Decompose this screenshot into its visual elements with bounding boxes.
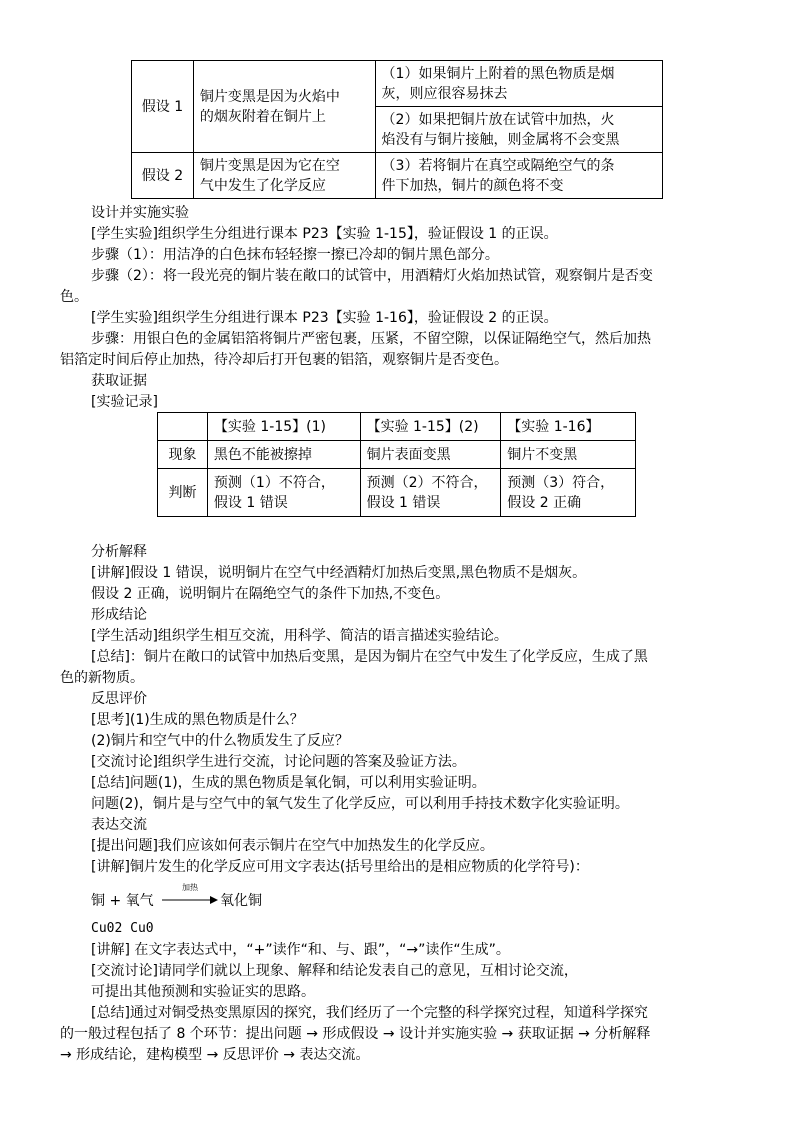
paragraph-line: [学生实验]组织学生分组进行课本 P23【实验 1-16】，验证假设 2 的正误。 xyxy=(91,310,558,326)
paragraph-line: [总结]通过对铜受热变黑原因的探究，我们经历了一个完整的科学探究过程，知道科学探究 xyxy=(91,1005,648,1021)
prediction-1 xyxy=(375,61,662,107)
column-header: 【实验 1-16】 xyxy=(501,413,636,441)
section-heading: 获取证据 xyxy=(91,373,147,389)
paragraph-line: 色的新物质。 xyxy=(60,670,144,686)
equation-symbols: Cu02 Cu0 xyxy=(91,921,154,936)
paragraph-line: 的一般过程包括了 8 个环节：提出问题 → 形成假设 → 设计并实施实验 → 获取证据 → 分析解释 xyxy=(60,1026,651,1042)
column-header: 【实验 1-15】(1) xyxy=(207,413,360,441)
experiment-record-table xyxy=(157,412,636,517)
table-cell xyxy=(360,469,501,517)
table-cell xyxy=(501,469,636,517)
reaction-condition: 加热 xyxy=(182,883,198,892)
section-heading: 表达交流 xyxy=(91,817,147,833)
arrow-icon xyxy=(162,883,218,907)
paragraph-line: [总结]：铜片在敞口的试管中加热后变黑，是因为铜片在空气中发生了化学反应，生成了黑 xyxy=(91,649,648,665)
paragraph-line: [提出问题]我们应该如何表示铜片在空气中加热发生的化学反应。 xyxy=(91,838,494,854)
hypothesis-1-text xyxy=(193,61,375,153)
cell-line: 预测（2）不符合， xyxy=(366,474,488,491)
header-empty-cell xyxy=(158,413,208,441)
paragraph-line: 步骤：用银白色的金属铝箔将铜片严密包裹，压紧，不留空隙，以保证隔绝空气，然后加热 xyxy=(91,331,651,347)
cell-line: 假设 1 错误 xyxy=(213,494,288,511)
equation-right: 氧化铜 xyxy=(220,893,262,909)
prediction-2 xyxy=(375,107,662,153)
cell-line: 预测（1）不符合， xyxy=(213,474,335,491)
prediction-line: （1）如果铜片上附着的黑色物质是烟 xyxy=(381,65,615,82)
section-heading: 反思评价 xyxy=(91,691,147,707)
hypothesis-2-text xyxy=(193,153,375,199)
hypothesis-table xyxy=(131,60,663,199)
paragraph-line: [交流讨论]请同学们就以上现象、解释和结论发表自己的意见，互相讨论交流， xyxy=(91,963,578,979)
section-heading: 形成结论 xyxy=(91,607,147,623)
cell-line: 假设 2 正确 xyxy=(507,494,582,511)
paragraph-line: 问题(2)，铜片是与空气中的氧气发生了化学反应，可以利用手持技术数字化实验证明。 xyxy=(91,796,629,812)
equation-left: 铜 + 氧气 xyxy=(91,893,154,909)
paragraph-line: [讲解]假设 1 错误，说明铜片在空气中经酒精灯加热后变黑,黑色物质不是烟灰。 xyxy=(91,565,587,581)
paragraph-line: [讲解] 在文字表达式中，“+”读作“和、与、跟”，“→”读作“生成”。 xyxy=(91,942,510,958)
paragraph-line: [学生活动]组织学生相互交流，用科学、简洁的语言描述实验结论。 xyxy=(91,628,508,644)
table-cell: 铜片表面变黑 xyxy=(360,441,501,469)
prediction-line: （3）若将铜片在真空或隔绝空气的条 xyxy=(381,157,615,174)
paragraph-line: 假设 2 正确，说明铜片在隔绝空气的条件下加热,不变色。 xyxy=(91,586,450,602)
paragraph-line: 色。 xyxy=(60,289,88,305)
prediction-line: 件下加热，铜片的颜色将不变 xyxy=(381,177,564,194)
prediction-3 xyxy=(375,153,662,199)
paragraph-line: 可提出其他预测和实验证实的思路。 xyxy=(91,984,315,1000)
hypothesis-2-text-line: 气中发生了化学反应 xyxy=(199,177,326,194)
paragraph-line: 步骤（1）：用洁净的白色抹布轻轻擦一擦已冷却的铜片黑色部分。 xyxy=(91,247,499,263)
table-cell xyxy=(207,469,360,517)
hypothesis-1-text-line: 铜片变黑是因为火焰中 xyxy=(199,88,340,105)
cell-line: 假设 1 错误 xyxy=(366,494,441,511)
section-heading: 设计并实施实验 xyxy=(91,205,189,221)
prediction-line: 灰，则应很容易抹去 xyxy=(381,85,508,102)
cell-line: 预测（3）符合， xyxy=(507,474,615,491)
paragraph-line: 铝箔定时间后停止加热，待冷却后打开包裹的铝箔，观察铜片是否变色。 xyxy=(60,352,508,368)
paragraph-line: [思考](1)生成的黑色物质是什么？ xyxy=(91,712,304,728)
hypothesis-2-text-line: 铜片变黑是因为它在空 xyxy=(199,157,340,174)
paragraph-line: 步骤（2）：将一段光亮的铜片装在敞口的试管中，用酒精灯火焰加热试管，观察铜片是否变 xyxy=(91,268,653,284)
hypothesis-1-label: 假设 1 xyxy=(132,61,194,153)
paragraph-line: → 形成结论，建构模型 → 反思评价 → 表达交流。 xyxy=(60,1047,370,1063)
reaction-arrow xyxy=(162,883,218,907)
table-cell: 铜片不变黑 xyxy=(501,441,636,469)
prediction-line: （2）如果把铜片放在试管中加热，火 xyxy=(381,111,615,128)
paragraph-line: [讲解]铜片发生的化学反应可用文字表达(括号里给出的是相应物质的化学符号)： xyxy=(91,859,589,875)
record-label: [实验记录] xyxy=(91,394,158,410)
column-header: 【实验 1-15】(2) xyxy=(360,413,501,441)
paragraph-line: (2)铜片和空气中的什么物质发生了反应？ xyxy=(91,733,349,749)
section-heading: 分析解释 xyxy=(91,544,147,560)
paragraph-line: [学生实验]组织学生分组进行课本 P23【实验 1-15】，验证假设 1 的正误。 xyxy=(91,226,558,242)
paragraph-line: [交流讨论]组织学生进行交流，讨论问题的答案及验证方法。 xyxy=(91,754,466,770)
prediction-line: 焰没有与铜片接触，则金属将不会变黑 xyxy=(381,131,620,148)
table-cell: 黑色不能被擦掉 xyxy=(207,441,360,469)
hypothesis-2-label: 假设 2 xyxy=(132,153,194,199)
paragraph-line: [总结]问题(1)，生成的黑色物质是氧化铜，可以利用实验证明。 xyxy=(91,775,486,791)
row-label: 现象 xyxy=(158,441,208,469)
row-label: 判断 xyxy=(158,469,208,517)
hypothesis-1-text-line: 的烟灰附着在铜片上 xyxy=(199,108,326,125)
